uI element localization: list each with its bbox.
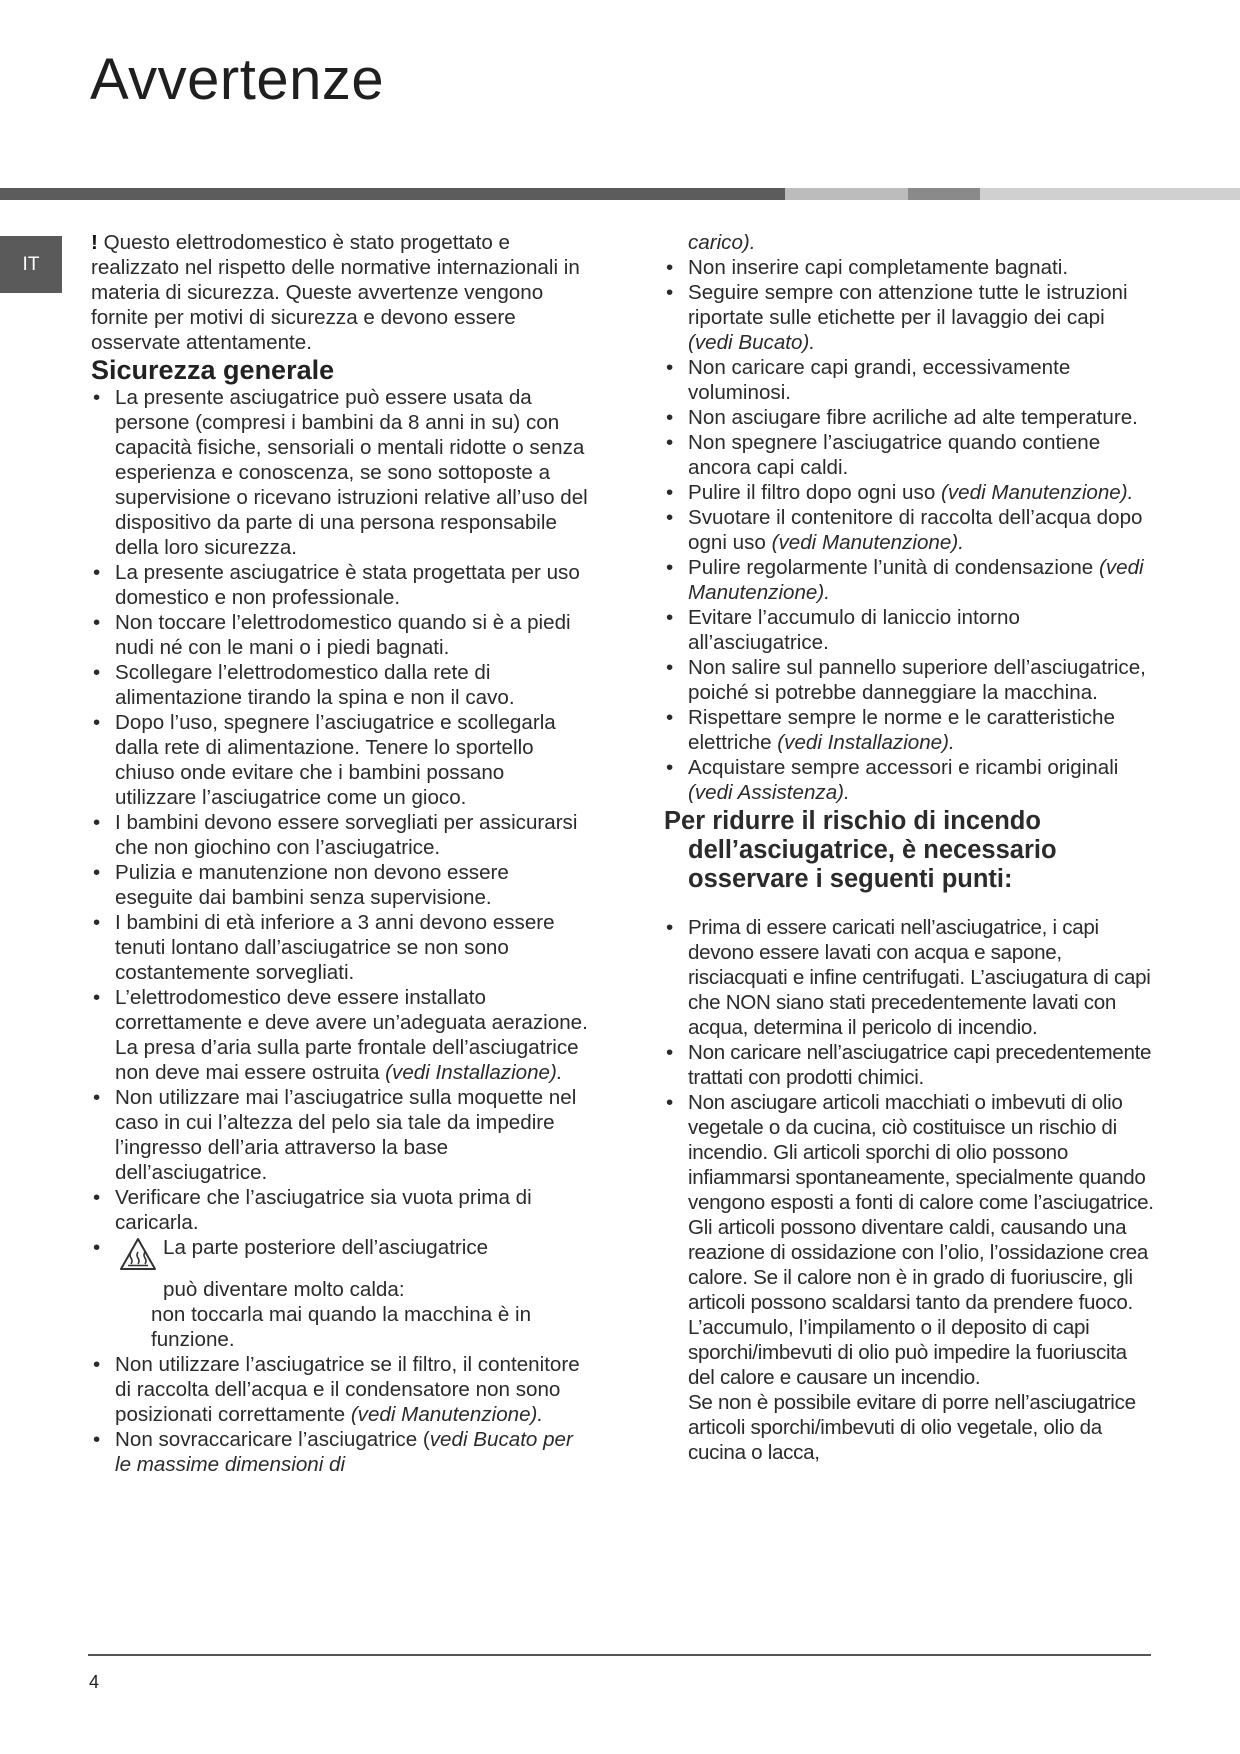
list-item: • Non utilizzare mai l’asciugatrice sulla moquette nel caso in cui l’altezza del pelo sia tale da impedire l’ingresso dell’aria attraverso la base dell’asciugatrice. (91, 1085, 591, 1185)
continued-text: carico). (688, 231, 756, 254)
warning-line-1: La parte posteriore dell’asciugatrice (163, 1236, 489, 1259)
list-item: • Acquistare sempre accessori e ricambi originali (vedi Assistenza). (664, 755, 1154, 805)
list-item: • Dopo l’uso, spegnere l’asciugatrice e scollegarla dalla rete di alimentazione. Tenere lo sportello chiuso onde evitare che i bambini possano utilizzare l’asciugatrice come un gioco. (91, 710, 591, 810)
list-item: • L’elettrodomestico deve essere installato correttamente e deve avere un’adeguata aerazione. La presa d’aria sulla parte frontale dell’asciugatrice non deve mai essere ostruita (vedi Installazione). (91, 985, 591, 1085)
list-item: • Pulire regolarmente l’unità di condensazione (vedi Manutenzione). (664, 555, 1154, 605)
intro-paragraph (91, 230, 591, 355)
list-item: • Rispettare sempre le norme e le caratteristiche elettriche (vedi Installazione). (664, 705, 1154, 755)
warning-line-3: non toccarla mai quando la macchina è in funzione. (151, 1303, 532, 1351)
right-column (664, 230, 1154, 1465)
list-item-hot-surface-warning (91, 1235, 591, 1352)
list-item: • Non inserire capi completamente bagnati. (664, 255, 1154, 280)
list-item: • Svuotare il contenitore di raccolta dell’acqua dopo ogni uso (vedi Manutenzione). (664, 505, 1154, 555)
cross-reference: (vedi Installazione). (385, 1061, 563, 1084)
cross-reference: (vedi Installazione). (777, 731, 955, 754)
hot-surface-warning-icon (119, 1237, 157, 1277)
list-item: • Non asciugare fibre acriliche ad alte temperature. (664, 405, 1154, 430)
general-safety-list-continued (664, 255, 1154, 805)
intro-text: Questo elettrodomestico è stato progettato e realizzato nel rispetto delle normative internazionali in materia di sicurezza. Queste avvertenze vengono fornite per motivi di sicurezza e devono essere osservate attentamente. (91, 231, 580, 354)
list-item: • Non toccare l’elettrodomestico quando si è a piedi nudi né con le mani o i piedi bagnati. (91, 610, 591, 660)
list-item: • Scollegare l’elettrodomestico dalla rete di alimentazione tirando la spina e non il cavo. (91, 660, 591, 710)
list-item: • I bambini di età inferiore a 3 anni devono essere tenuti lontano dall’asciugatrice se non sono costantemente sorvegliati. (91, 910, 591, 985)
cross-reference: (vedi Assistenza). (688, 781, 850, 804)
page-number: 4 (89, 1672, 100, 1692)
list-item: • Non asciugare articoli macchiati o imbevuti di olio vegetale o da cucina, ciò costituisce un rischio di incendio. Gli articoli sporchi di olio possono infiammarsi spontaneamente, specialmente quando vengono esposti a fonti di calore come l’asciugatrice. Gli articoli possono diventare caldi, causando una reazione di ossidazione con l’olio, l’ossidazione crea calore. Se il calore non è in grado di fuoriuscire, gli articoli possono scaldarsi tanto da prendere fuoco. L’accumulo, l’impilamento o il deposito di capi sporchi/imbevuti di olio può impedire la fuoriuscita del calore e causare un incendio. (664, 1090, 1154, 1390)
section-heading-general-safety: Sicurezza generale (91, 355, 335, 385)
list-item: • Verificare che l’asciugatrice sia vuota prima di caricarla. (91, 1185, 591, 1235)
list-item: • Pulizia e manutenzione non devono essere eseguite dai bambini senza supervisione. (91, 860, 591, 910)
cross-reference: (vedi Manutenzione). (771, 531, 964, 554)
fire-heading-line-2: dell’asciugatrice, è necessario (688, 836, 1057, 864)
list-item: • Non sovraccaricare l’asciugatrice (vedi Bucato per le massime dimensioni di (91, 1427, 591, 1477)
general-safety-list (91, 385, 591, 1477)
footer-rule (88, 1654, 1151, 1656)
list-item: • La presente asciugatrice è stata progettata per uso domestico e non professionale. (91, 560, 591, 610)
list-item: • Prima di essere caricati nell’asciugatrice, i capi devono essere lavati con acqua e sapone, risciacquati e infine centrifugati. L’asciugatura di capi che NON siano stati precedentemente lavati con acqua, determina il pericolo di incendio. (664, 915, 1154, 1040)
cross-reference: vedi Bucato per le massime dimensioni di (115, 1428, 573, 1476)
warning-line-2: può diventare molto calda: (163, 1278, 405, 1301)
exclamation-mark: ! (91, 231, 98, 254)
fire-heading-line-3: osservare i seguenti punti: (688, 865, 1013, 893)
cross-reference: (vedi Bucato). (688, 331, 816, 354)
header-bar-segment-1 (0, 188, 785, 200)
cross-reference: (vedi Manutenzione). (350, 1403, 544, 1426)
list-item-continuation: Se non è possibile evitare di porre nell’asciugatrice articoli sporchi/imbevuti di olio vegetale, olio da cucina o lacca, (688, 1391, 1136, 1465)
header-bar-segment-3 (908, 188, 980, 200)
list-item: • Non caricare capi grandi, eccessivamente voluminosi. (664, 355, 1154, 405)
list-item: • I bambini devono essere sorvegliati per assicurarsi che non giochino con l’asciugatrice. (91, 810, 591, 860)
left-column (91, 230, 591, 1477)
list-item: • La presente asciugatrice può essere usata da persone (compresi i bambini da 8 anni in su) con capacità fisiche, sensoriali o mentali ridotte o senza esperienza e conoscenza, se sono sottoposte a supervisione o ricevano istruzioni relative all’uso del dispositivo da parte di una persona responsabile della loro sicurezza. (91, 385, 591, 560)
list-item: • Non caricare nell’asciugatrice capi precedentemente trattati con prodotti chimici. (664, 1040, 1154, 1090)
list-item: • Non spegnere l’asciugatrice quando contiene ancora capi caldi. (664, 430, 1154, 480)
list-item: • Non utilizzare l’asciugatrice se il filtro, il contenitore di raccolta dell’acqua e il condensatore non sono posizionati correttamente (vedi Manutenzione). (91, 1352, 591, 1427)
page-title: Avvertenze (90, 47, 385, 112)
cross-reference: (vedi Manutenzione). (941, 481, 1134, 504)
header-bar-segment-4 (980, 188, 1240, 200)
list-item: • Evitare l’accumulo di lanicciο intorno all’asciugatrice. (664, 605, 1154, 655)
section-heading-fire-risk (664, 807, 1154, 894)
fire-risk-list (664, 915, 1154, 1465)
list-item: • Pulire il filtro dopo ogni uso (vedi Manutenzione). (664, 480, 1154, 505)
language-tab: IT (0, 236, 62, 293)
list-item: • Non salire sul pannello superiore dell’asciugatrice, poiché si potrebbe danneggiare la macchina. (664, 655, 1154, 705)
fire-heading-line-1: Per ridurre il rischio di incendo (664, 807, 1041, 835)
cross-reference: (vedi Manutenzione). (688, 556, 1144, 604)
list-item: • Seguire sempre con attenzione tutte le istruzioni riportate sulle etichette per il lavaggio dei capi (vedi Bucato). (664, 280, 1154, 355)
header-bar-segment-2 (785, 188, 908, 200)
